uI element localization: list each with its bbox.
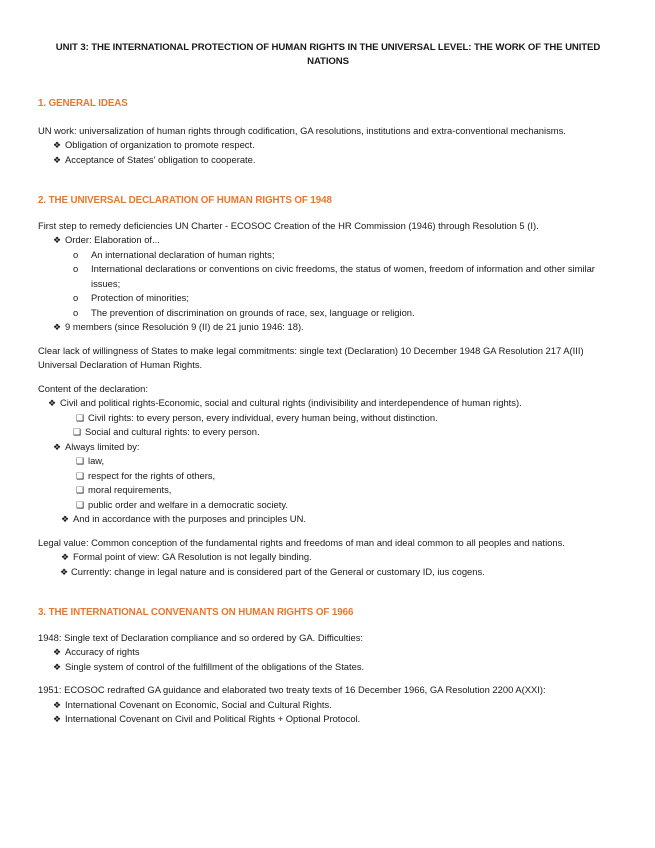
diamond-bullet-icon: ❖: [53, 322, 62, 332]
circle-bullet-icon: o: [73, 292, 79, 303]
list-item: ❖ Single system of control of the fulfillment of the obligations of the States.: [38, 660, 618, 675]
diamond-bullet-icon: ❖: [61, 514, 70, 524]
diamond-bullet-icon: ❖: [53, 154, 62, 165]
diamond-bullet-icon: ❖: [53, 441, 62, 452]
list-item: ❖ Formal point of view: GA Resolution is not legally binding.: [38, 550, 618, 565]
list-item: ❖ 9 members (since Resolución 9 (II) de 21 junio 1946: 18).: [38, 320, 618, 335]
list-item: ❖ Currently: change in legal nature and is considered part of the General or customary ID, ius cogens.: [38, 565, 618, 580]
circle-bullet-icon: o: [73, 306, 79, 318]
section-1-heading: 1. GENERAL IDEAS: [38, 98, 128, 109]
list-item: ❖ Always limited by:: [38, 440, 618, 455]
list-item: ❑ respect for the rights of others,: [38, 469, 618, 484]
diamond-bullet-icon: ❖: [53, 647, 62, 657]
content-label: Content of the declaration:: [38, 382, 148, 394]
page-title: UNIT 3: THE INTERNATIONAL PROTECTION OF HUMAN RIGHTS IN THE UNIVERSAL LEVEL: THE WORK OF THE UNITED NATIONS: [55, 42, 601, 67]
circle-bullet-icon: o: [73, 248, 79, 260]
list-item: ❑ law,: [38, 454, 618, 469]
document-page: [38, 41, 618, 727]
section-2-intro: First step to remedy deficiencies UN Charter - ECOSOC Creation of the HR Commission (1946) through Resolution 5 (I).: [38, 219, 539, 231]
list-item: ❑ Civil rights: to every person, every individual, every human being, without distinction.: [38, 411, 618, 426]
legal-value-paragraph: Legal value: Common conception of the fundamental rights and freedoms of man and ideal common to all peoples and nations.: [38, 536, 565, 548]
diamond-bullet-icon: ❖: [53, 661, 62, 672]
box-bullet-icon: ❑: [73, 427, 82, 437]
diamond-bullet-icon: ❖: [53, 714, 62, 724]
list-item: ❖ International Covenant on Civil and Political Rights + Optional Protocol.: [38, 712, 618, 727]
box-bullet-icon: ❑: [76, 456, 85, 466]
box-bullet-icon: ❑: [76, 470, 85, 481]
list-item: ❖ Civil and political rights-Economic, social and cultural rights (indivisibility and interdependence of human rights).: [38, 396, 618, 411]
diamond-bullet-icon: ❖: [53, 235, 62, 245]
list-item: ❖ International Covenant on Economic, Social and Cultural Rights.: [38, 698, 618, 713]
box-bullet-icon: ❑: [76, 499, 85, 510]
section-3-paragraph-1: 1948: Single text of Declaration compliance and so ordered by GA. Difficulties:: [38, 631, 364, 643]
diamond-bullet-icon: ❖: [53, 140, 62, 150]
list-item: ❑ public order and welfare in a democratic society.: [38, 498, 618, 513]
section-2-heading: 2. THE UNIVERSAL DECLARATION OF HUMAN RIGHTS OF 1948: [38, 195, 332, 206]
list-item: ❖ Order: Elaboration of...: [38, 233, 618, 248]
list-item: o International declarations or conventions on civic freedoms, the status of women, freedom of information and other similar issues;: [73, 263, 595, 289]
list-item: ❖ And in accordance with the purposes and principles UN.: [38, 512, 618, 527]
section-2-paragraph: Clear lack of willingness of States to make legal commitments: single text (Declaration) 10 December 1948 GA Resolution 217 A(III) Universal Declaration of Human Rights.: [38, 344, 584, 370]
circle-bullet-icon: o: [73, 263, 79, 274]
box-bullet-icon: ❑: [76, 485, 85, 495]
section-3-heading: 3. THE INTERNATIONAL CONVENANTS ON HUMAN RIGHTS OF 1966: [38, 607, 354, 618]
section-1-intro: UN work: universalization of human rights through codification, GA resolutions, institutions and extra-conventional mechanisms.: [38, 124, 566, 136]
list-item: ❑ moral requirements,: [38, 483, 618, 498]
list-item: ❖ Accuracy of rights: [38, 645, 618, 660]
list-item: ❖ Acceptance of States' obligation to cooperate.: [38, 153, 618, 168]
diamond-bullet-icon: ❖: [60, 566, 69, 577]
box-bullet-icon: ❑: [76, 412, 85, 423]
diamond-bullet-icon: ❖: [61, 552, 70, 562]
section-3-paragraph-2: 1951: ECOSOC redrafted GA guidance and elaborated two treaty texts of 16 December 1966, GA Resolution 2200 A(XXI):: [38, 684, 546, 695]
list-item: ❑ Social and cultural rights: to every person.: [38, 425, 618, 440]
list-item: ❖ Obligation of organization to promote respect.: [38, 138, 618, 153]
list-item: o The prevention of discrimination on grounds of race, sex, language or religion.: [38, 306, 618, 321]
diamond-bullet-icon: ❖: [53, 699, 62, 710]
list-item: o An international declaration of human rights;: [38, 248, 618, 263]
list-item: o Protection of minorities;: [38, 291, 618, 306]
diamond-bullet-icon: ❖: [48, 398, 57, 408]
